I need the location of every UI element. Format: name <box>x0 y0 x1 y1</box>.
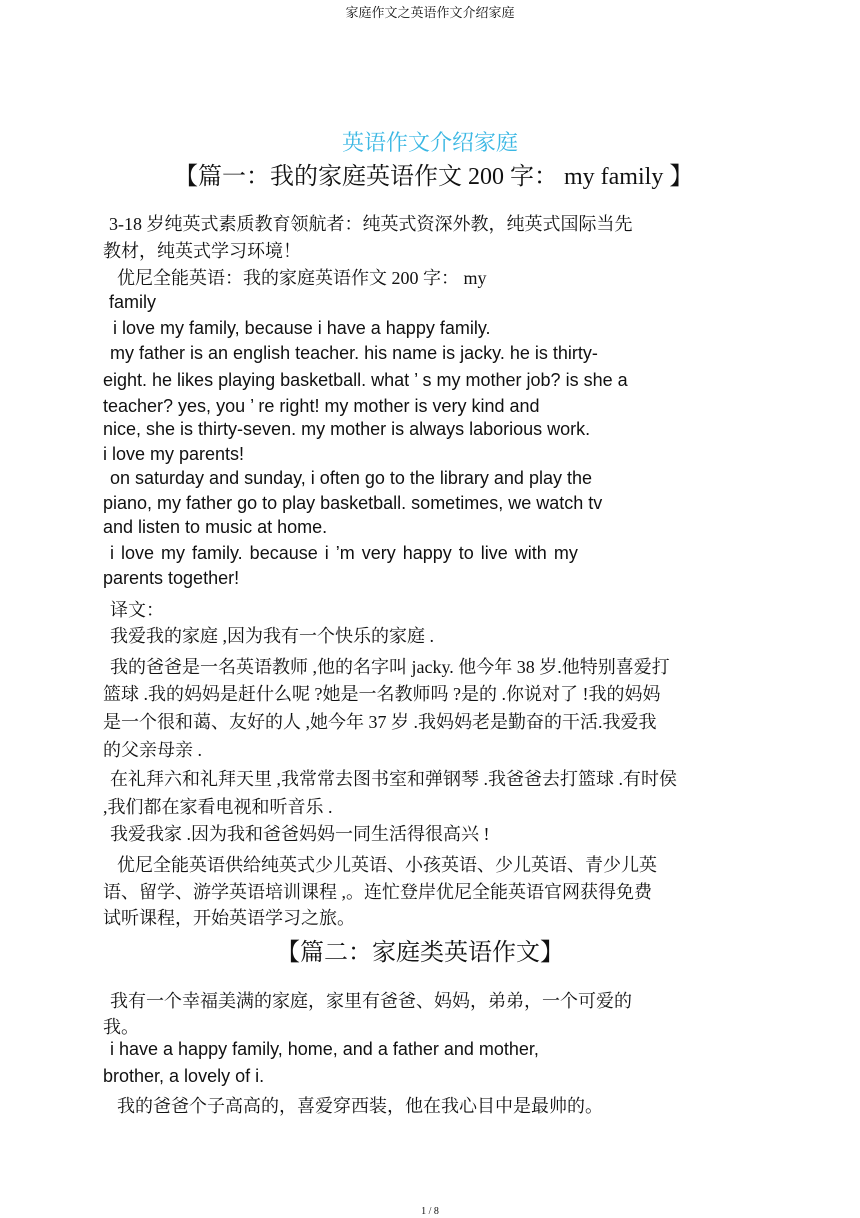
section-2-heading: 【篇二：家庭类英语作文】 <box>276 940 564 966</box>
text-line: i love my parents! <box>103 444 245 464</box>
text-line: parents together! <box>103 568 240 588</box>
text-line: eight. he likes playing basketball. what ’ s my mother job? is she a <box>103 370 628 390</box>
text-line: brother, a lovely of i. <box>103 1066 265 1086</box>
text-line: 教材，纯英式学习环境！ <box>103 241 301 261</box>
text-line: i love my family. because i ’m very happy to live with my <box>110 543 578 563</box>
page-header: 家庭作文之英语作文介绍家庭 <box>345 5 515 20</box>
text-line: and listen to music at home. <box>103 517 328 537</box>
text-line: 译文： <box>110 600 164 620</box>
text-line: 我爱我家 .因为我和爸爸妈妈一同生活得很高兴 ! <box>110 824 490 844</box>
text-line: 我的爸爸个子高高的，喜爱穿西装，他在我心目中是最帅的。 <box>117 1096 603 1116</box>
text-line: family <box>109 292 157 312</box>
text-line: teacher? yes, you ’ re right! my mother is very kind and <box>103 396 540 416</box>
text-line: i have a happy family, home, and a father and mother, <box>110 1039 539 1059</box>
text-line: 我有一个幸福美满的家庭，家里有爸爸、妈妈，弟弟，一个可爱的 <box>110 991 632 1011</box>
page-number: 1 / 8 <box>421 1206 439 1217</box>
section-1-heading: 【篇一：我的家庭英语作文 200 字： my family 】 <box>174 164 694 190</box>
document-title: 英语作文介绍家庭 <box>341 130 518 155</box>
text-line: 语、留学、游学英语培训课程 ,。连忙登岸优尼全能英语官网获得免费 <box>103 882 652 902</box>
text-line: ,我们都在家看电视和听音乐 . <box>103 797 333 817</box>
text-line: 的父亲母亲 . <box>103 740 202 760</box>
text-line: on saturday and sunday, i often go to the library and play the <box>110 468 592 488</box>
text-line: 是一个很和蔼、友好的人 ,她今年 37 岁 .我妈妈老是勤奋的干活.我爱我 <box>103 712 657 732</box>
text-line: 我爱我的家庭 ,因为我有一个快乐的家庭 . <box>110 626 434 646</box>
text-line: 我。 <box>103 1017 139 1037</box>
text-line: i love my family, because i have a happy family. <box>113 318 491 338</box>
text-line: my father is an english teacher. his name is jacky. he is thirty- <box>110 343 598 363</box>
text-line: 优尼全能英语供给纯英式少儿英语、小孩英语、少儿英语、青少儿英 <box>117 855 657 875</box>
text-line: 我的爸爸是一名英语教师 ,他的名字叫 jacky. 他今年 38 岁.他特别喜爱打 <box>110 657 670 677</box>
text-line: 3-18 岁纯英式素质教育领航者：纯英式资深外教，纯英式国际当先 <box>109 214 633 234</box>
text-line: 在礼拜六和礼拜天里 ,我常常去图书室和弹钢琴 .我爸爸去打篮球 .有时侯 <box>110 769 677 789</box>
text-line: piano, my father go to play basketball. sometimes, we watch tv <box>103 493 603 513</box>
text-line: 篮球 .我的妈妈是赶什么呢 ?她是一名教师吗 ?是的 .你说对了 !我的妈妈 <box>103 684 661 704</box>
text-line: 优尼全能英语：我的家庭英语作文 200 字： my <box>117 268 487 288</box>
text-line: nice, she is thirty-seven. my mother is always laborious work. <box>103 419 591 439</box>
text-line: 试听课程，开始英语学习之旅。 <box>103 908 355 928</box>
